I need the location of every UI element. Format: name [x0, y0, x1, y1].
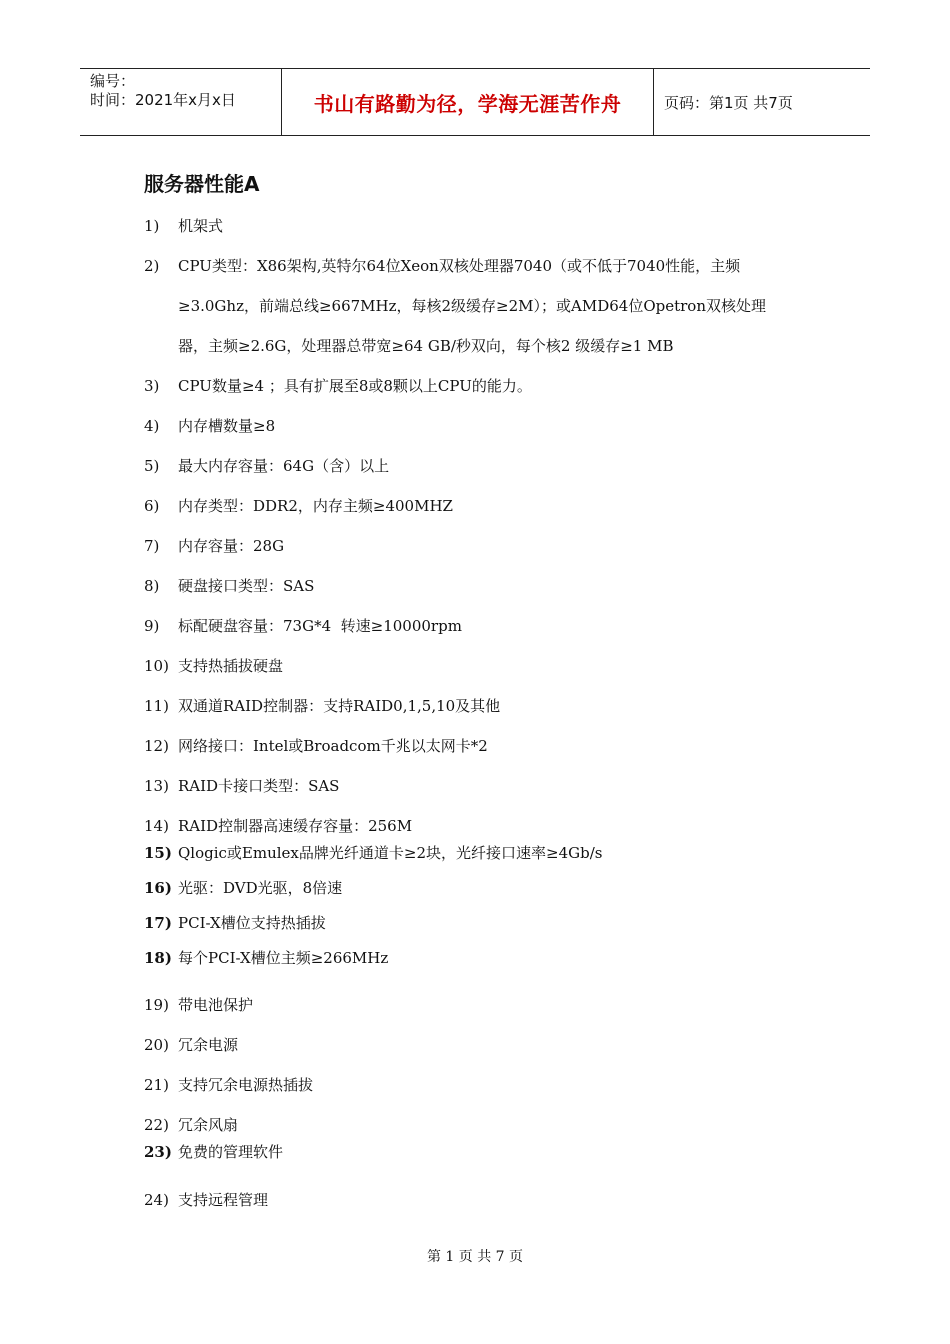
- item-number: 17): [144, 914, 172, 932]
- item-text: 带电池保护: [178, 996, 254, 1014]
- list-item: [144, 877, 824, 898]
- item-number: 6): [144, 497, 160, 515]
- list-item: [144, 255, 824, 276]
- item-text: 网络接口：Intel或Broadcom千兆以太网卡*2: [178, 737, 488, 755]
- item-number: 5): [144, 457, 160, 475]
- item-number: 8): [144, 577, 160, 595]
- item-text: 标配硬盘容量：73G*4 转速≥10000rpm: [178, 617, 462, 635]
- item-text: 内存容量：28G: [178, 537, 285, 555]
- item-number: 3): [144, 377, 160, 395]
- item-text: 支持热插拔硬盘: [178, 657, 284, 675]
- item-number: 15): [144, 844, 172, 862]
- header-motto-cell: [281, 69, 654, 135]
- item-text: 支持远程管理: [178, 1191, 269, 1209]
- list-item: [144, 912, 824, 933]
- item-text: 机架式: [178, 217, 224, 235]
- list-item: [144, 1189, 824, 1210]
- page-header: [80, 68, 870, 136]
- list-item: [144, 735, 824, 756]
- item-continuation: ≥3.0Ghz，前端总线≥667MHz，每核2级缓存≥2M）；或AMD64位Opetron双核处理: [178, 297, 766, 315]
- list-item: [144, 1141, 824, 1162]
- item-text: CPU数量≥4 ；具有扩展至8或8颗以上CPU的能力。: [178, 377, 532, 395]
- item-number: 23): [144, 1143, 172, 1161]
- item-text: 双通道RAID控制器：支持RAID0,1,5,10及其他: [178, 697, 501, 715]
- item-number: 21): [144, 1076, 169, 1094]
- item-number: 7): [144, 537, 160, 555]
- list-item: [144, 695, 824, 716]
- header-page-cell: [654, 69, 870, 135]
- item-number: 9): [144, 617, 160, 635]
- list-item: [144, 655, 824, 676]
- list-item: [144, 1034, 824, 1055]
- item-number: 12): [144, 737, 169, 755]
- item-number: 1): [144, 217, 160, 235]
- list-item: [144, 215, 824, 236]
- item-text: 冗余风扇: [178, 1116, 239, 1134]
- item-text: 免费的管理软件: [178, 1143, 284, 1161]
- item-number: 22): [144, 1116, 169, 1134]
- page-footer: 第 1 页 共 7 页: [426, 1249, 524, 1265]
- item-number: 19): [144, 996, 169, 1014]
- item-text: Qlogic或Emulex品牌光纤通道卡≥2块，光纤接口速率≥4Gb/s: [178, 844, 603, 862]
- item-text: 冗余电源: [178, 1036, 239, 1054]
- item-number: 18): [144, 949, 172, 967]
- item-text: 每个PCI-X槽位主频≥266MHz: [178, 949, 389, 967]
- item-text: 最大内存容量：64G（含）以上: [178, 457, 390, 475]
- item-number: 4): [144, 417, 160, 435]
- list-item: [144, 575, 824, 596]
- item-number: 14): [144, 817, 169, 835]
- item-text: 内存槽数量≥8: [178, 417, 276, 435]
- item-text: RAID控制器高速缓存容量：256M: [178, 817, 413, 835]
- item-number: 24): [144, 1191, 169, 1209]
- list-item: [144, 535, 824, 556]
- list-item: [144, 775, 824, 796]
- code-label: 编号：: [90, 72, 136, 90]
- list-item: [144, 415, 824, 436]
- motto: 书山有路勤为径，学海无涯苦作舟: [313, 91, 622, 116]
- item-text: PCI-X槽位支持热插拔: [178, 914, 326, 932]
- item-continuation: 器，主频≥2.6G，处理器总带宽≥64 GB/秒双向，每个核2 级缓存≥1 MB: [178, 337, 674, 355]
- list-item: [144, 994, 824, 1015]
- time-label: 时间：2021年x月x日: [90, 91, 236, 109]
- list-item: [144, 842, 824, 863]
- item-text: 支持冗余电源热插拔: [178, 1076, 314, 1094]
- list-item: [144, 815, 824, 836]
- item-number: 16): [144, 879, 172, 897]
- list-item: [144, 1074, 824, 1095]
- item-number: 13): [144, 777, 169, 795]
- item-text: RAID卡接口类型：SAS: [178, 777, 340, 795]
- header-left-cell: [80, 69, 281, 135]
- item-text: 硬盘接口类型：SAS: [178, 577, 315, 595]
- item-text: 内存类型：DDR2，内存主频≥400MHZ: [178, 497, 453, 515]
- list-item: [144, 1114, 824, 1135]
- page-label: 页码：第1页 共7页: [664, 93, 793, 112]
- list-item: [144, 455, 824, 476]
- list-item: [144, 375, 824, 396]
- list-item: [144, 495, 824, 516]
- item-number: 2): [144, 257, 160, 275]
- item-text: 光驱：DVD光驱，8倍速: [178, 879, 343, 897]
- item-number: 11): [144, 697, 169, 715]
- list-item: [144, 947, 824, 968]
- item-number: 10): [144, 657, 169, 675]
- document-title: 服务器性能A: [144, 172, 260, 196]
- item-number: 20): [144, 1036, 169, 1054]
- item-text: CPU类型：X86架构,英特尔64位Xeon双核处理器7040（或不低于7040性能，主频: [178, 257, 741, 275]
- list-item: [144, 615, 824, 636]
